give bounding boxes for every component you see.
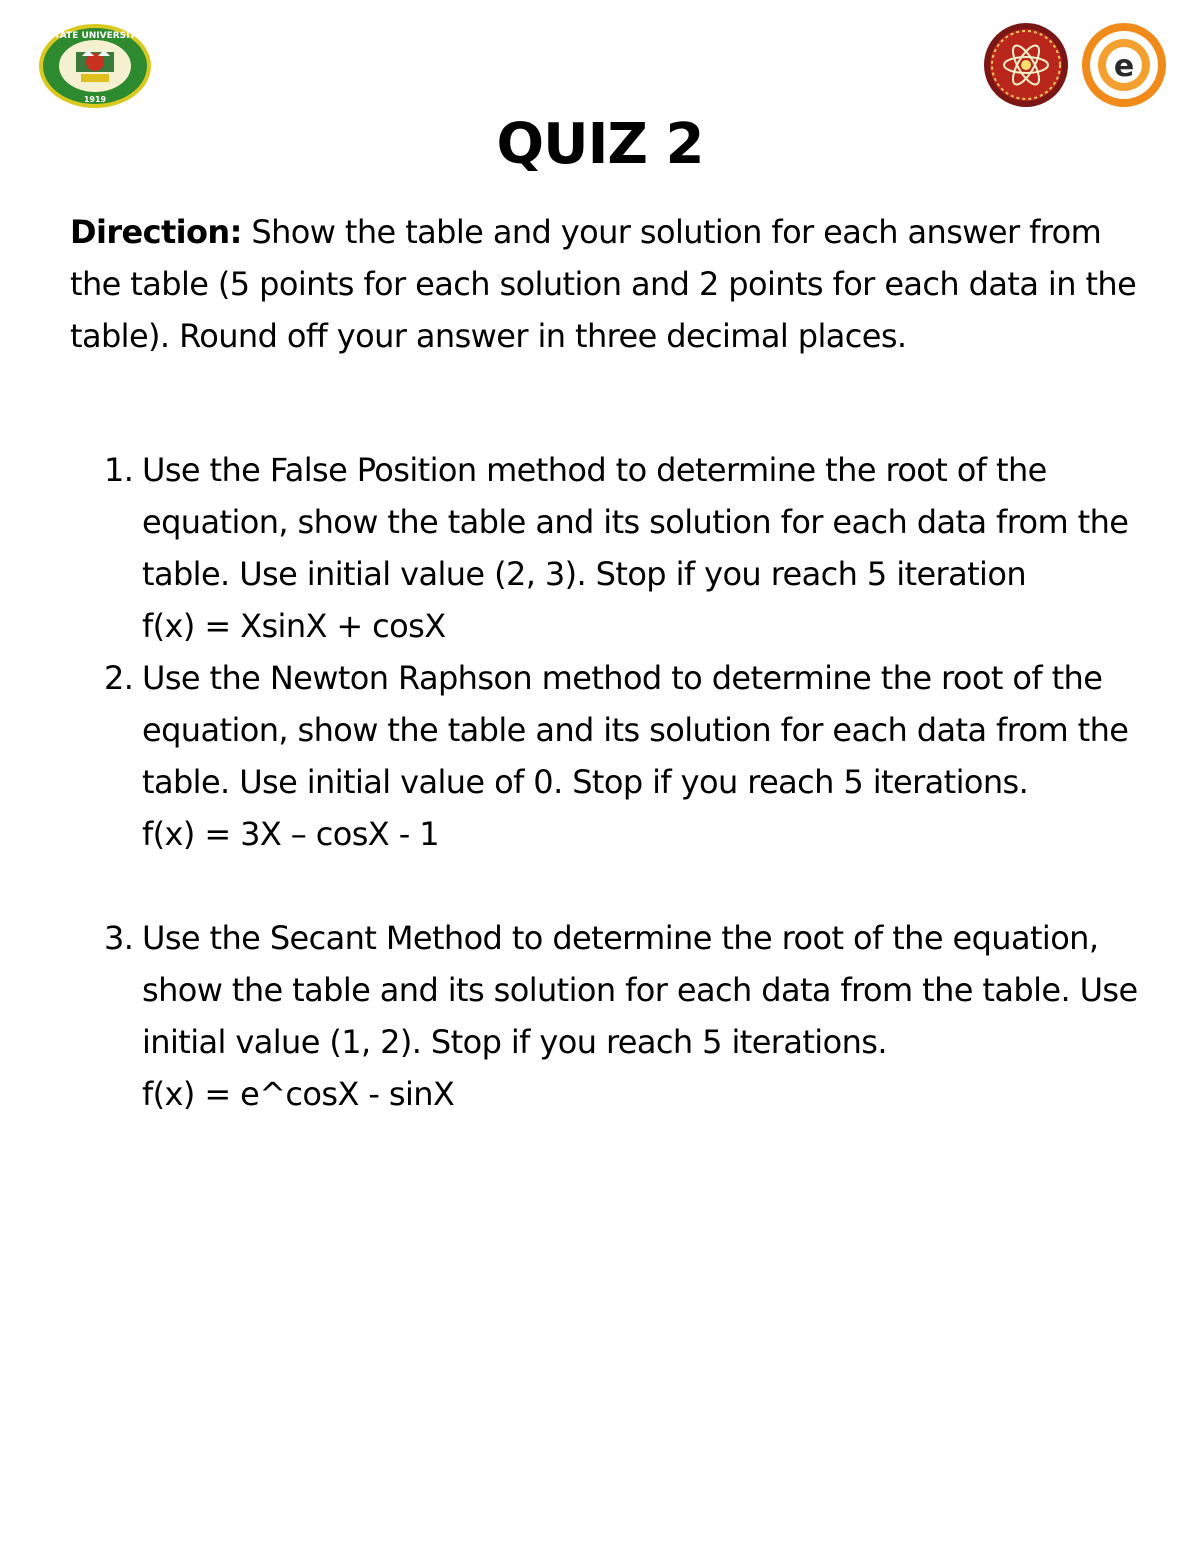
question-text: Use the False Position method to determine the root of the equation, show the table and its solution for each data from the table. Use initial value (2, 3). Stop if you reach 5 iteration (142, 451, 1129, 593)
question-list (100, 444, 1140, 1120)
university-seal-logo (36, 22, 154, 110)
question-number: 3. (104, 919, 134, 957)
direction-paragraph (70, 206, 1140, 362)
question-text: Use the Newton Raphson method to determine the root of the equation, show the table and its solution for each data from the table. Use initial value of 0. Stop if you reach 5 iterations. (142, 659, 1129, 801)
question-number: 1. (104, 451, 134, 489)
question-formula: f(x) = XsinX + cosX (142, 607, 446, 645)
question-formula: f(x) = e^cosX - sinX (142, 1075, 455, 1113)
question-text: Use the Secant Method to determine the root of the equation, show the table and its solution for each data from the table. Use initial value (1, 2). Stop if you reach 5 iterations. (142, 919, 1138, 1061)
question-2 (100, 652, 1140, 860)
seal-text-top: STATE UNIVERSITY (47, 31, 143, 41)
page-title: QUIZ 2 (496, 112, 704, 177)
direction-label: Direction: (70, 213, 242, 251)
svg-text:e: e (1113, 49, 1135, 84)
question-formula: f(x) = 3X – cosX - 1 (142, 815, 439, 853)
question-number: 2. (104, 659, 134, 697)
question-1 (100, 444, 1140, 652)
seal-year: 1919 (83, 95, 107, 104)
direction-text: Show the table and your solution for each answer from the table (5 points for each solution and 2 points for each data in the table). Round off your answer in three decimal places. (70, 213, 1137, 355)
question-3 (100, 912, 1140, 1120)
department-seal-logo (1078, 22, 1170, 108)
college-seal-logo (980, 22, 1072, 108)
